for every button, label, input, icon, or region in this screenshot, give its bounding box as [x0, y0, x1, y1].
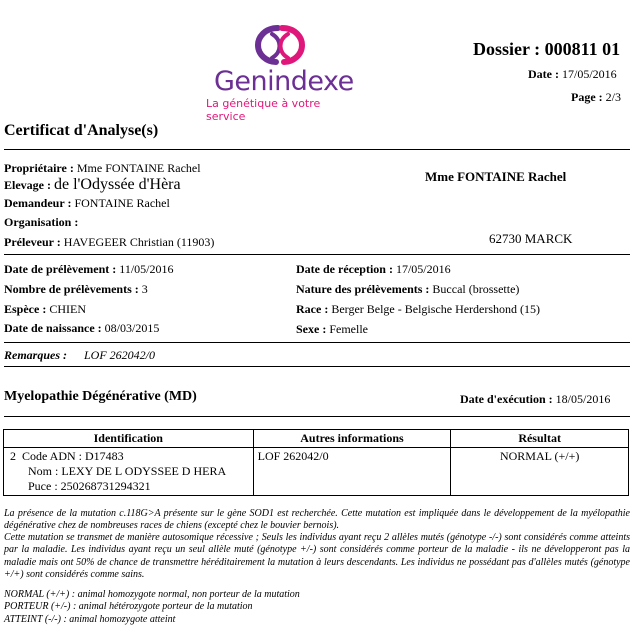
remarques-row: Remarques : LOF 262042/0 — [4, 348, 156, 362]
logo-tagline: La génétique à votre service — [206, 97, 321, 123]
proprietaire-row: Propriétaire : Mme FONTAINE Rachel — [4, 161, 201, 175]
genindexe-logo — [200, 22, 360, 123]
divider — [4, 254, 630, 255]
code-adn: 2 Code ADN : D17483 — [10, 449, 124, 463]
explanation-paragraph-1: La présence de la mutation c.118G>A présente sur le gène SOD1 est recherchée. Cette mutation est impliquée dans le développement de la myélopathie dégénérative chez de nombreuses races de chiens (excepté chez le bouvier bernois). — [4, 508, 630, 532]
nature-prelevements-row: Nature des prélèvements : Buccal (brossette) — [296, 282, 520, 296]
certificate-title: Certificat d'Analyse(s) — [4, 122, 159, 139]
table-header-row — [4, 430, 629, 448]
header-date: Date : 17/05/2016 — [528, 67, 617, 81]
preleveur-row: Préleveur : HAVEGEER Christian (11903) — [4, 235, 215, 249]
test-title: Myelopathie Dégénérative (MD) — [4, 389, 197, 404]
logo-mark-icon — [252, 24, 308, 66]
resultat-cell: NORMAL (+/+) — [451, 448, 629, 496]
header-page: Page : 2/3 — [571, 90, 621, 104]
identification-cell — [4, 448, 254, 496]
divider — [4, 366, 630, 367]
logo-wordmark: Genindexe — [214, 66, 354, 97]
date-reception-row: Date de réception : 17/05/2016 — [296, 262, 451, 276]
date-prelevement-row: Date de prélèvement : 11/05/2016 — [4, 262, 174, 276]
column-header-identification: Identification — [4, 430, 254, 448]
execution-date: Date d'exécution : 18/05/2016 — [460, 392, 611, 406]
demandeur-row: Demandeur : FONTAINE Rachel — [4, 196, 170, 210]
table-row — [4, 448, 629, 496]
address-name: Mme FONTAINE Rachel — [425, 169, 567, 184]
results-table — [3, 429, 629, 496]
puce: Puce : 250268731294321 — [28, 479, 151, 493]
espece-row: Espèce : CHIEN — [4, 302, 86, 316]
column-header-resultat: Résultat — [451, 430, 629, 448]
dossier-number: Dossier : 000811 01 — [473, 39, 621, 59]
legend-atteint: ATTEINT (-/-) : animal homozygote atteint — [4, 614, 176, 625]
divider — [4, 342, 630, 343]
legend-normal: NORMAL (+/+) : animal homozygote normal, non porteur de la mutation — [4, 589, 300, 600]
legend-porteur: PORTEUR (+/-) : animal hétérozygote porteur de la mutation — [4, 601, 253, 612]
organisation-row: Organisation : — [4, 215, 79, 229]
nombre-prelevements-row: Nombre de prélèvements : 3 — [4, 282, 148, 296]
autres-informations-cell: LOF 262042/0 — [253, 448, 451, 496]
divider — [4, 149, 630, 150]
nom: Nom : LEXY DE L ODYSSEE D HERA — [28, 464, 227, 478]
column-header-autres: Autres informations — [253, 430, 451, 448]
explanation-paragraph-2: Cette mutation se transmet de manière autosomique récessive ; Seuls les individus ayant reçu 2 allèles mutés (génotype -/-) sont considérés comme atteints par la maladie. Les individus ayant reçu un seul allèle muté (génotype +/-) sont considérés comme porteur de la maladie - ils ne développeront pas la maladie mais ont 50% de chance de transmettre héréditairement la mutation à leurs descendants. Les individus ne possédant pas d'allèles mutés (génotype +/+) sont considérés comme sains. — [4, 532, 630, 580]
divider — [4, 416, 630, 417]
race-row: Race : Berger Belge - Belgische Herdershond (15) — [296, 302, 541, 316]
sexe-row: Sexe : Femelle — [296, 322, 368, 336]
elevage-row: Elevage : de l'Odyssée d'Hèra — [4, 176, 181, 193]
date-naissance-row: Date de naissance : 08/03/2015 — [4, 321, 160, 335]
address-city: 62730 MARCK — [489, 231, 573, 246]
